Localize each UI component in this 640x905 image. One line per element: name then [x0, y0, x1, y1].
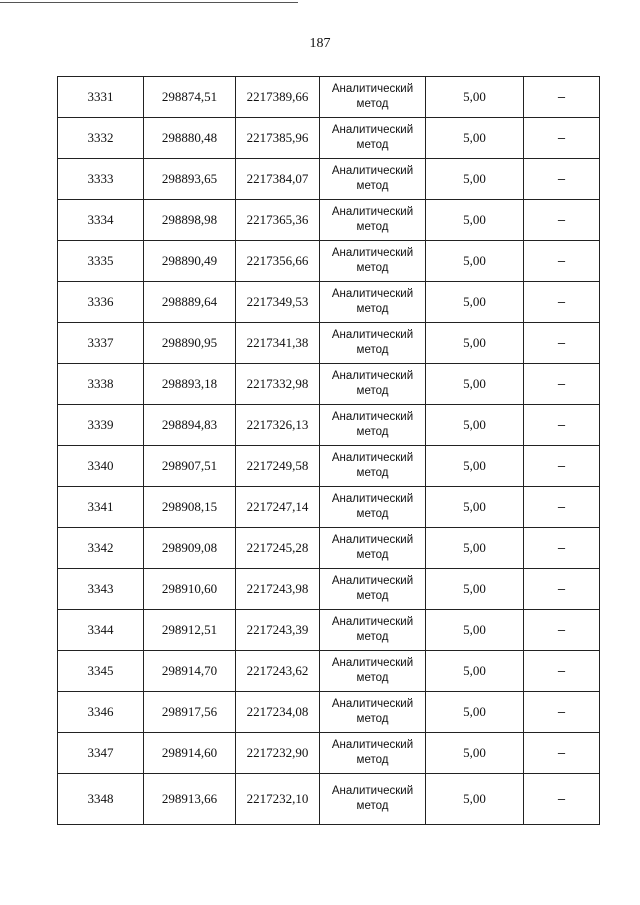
accuracy-cell: 5,00 — [426, 159, 524, 200]
point-number-cell: 3348 — [58, 774, 144, 825]
method-cell — [320, 528, 426, 569]
method-cell — [320, 692, 426, 733]
method-line-2: метод — [356, 631, 389, 643]
note-cell: – — [524, 528, 600, 569]
method-line-1: Аналитический — [331, 247, 414, 260]
point-number-cell: 3337 — [58, 323, 144, 364]
method-line-2: метод — [356, 754, 389, 766]
accuracy-cell: 5,00 — [426, 446, 524, 487]
note-cell: – — [524, 118, 600, 159]
method-line-1: Аналитический — [331, 785, 414, 798]
method-line-1: Аналитический — [331, 329, 414, 342]
method-line-2: метод — [356, 303, 389, 315]
method-cell — [320, 446, 426, 487]
table-row — [58, 241, 600, 282]
accuracy-cell: 5,00 — [426, 323, 524, 364]
point-number-cell: 3345 — [58, 651, 144, 692]
method-line-2: метод — [356, 800, 389, 812]
y-coordinate-cell: 2217234,08 — [236, 692, 320, 733]
method-line-2: метод — [356, 180, 389, 192]
method-line-1: Аналитический — [331, 83, 414, 96]
accuracy-cell: 5,00 — [426, 651, 524, 692]
method-line-1: Аналитический — [331, 288, 414, 301]
note-cell: – — [524, 651, 600, 692]
y-coordinate-cell: 2217232,10 — [236, 774, 320, 825]
table-row — [58, 159, 600, 200]
x-coordinate-cell: 298898,98 — [144, 200, 236, 241]
method-cell — [320, 774, 426, 825]
method-line-2: метод — [356, 139, 389, 151]
method-cell — [320, 651, 426, 692]
method-cell — [320, 405, 426, 446]
accuracy-cell: 5,00 — [426, 733, 524, 774]
accuracy-cell: 5,00 — [426, 487, 524, 528]
table-row — [58, 446, 600, 487]
point-number-cell: 3336 — [58, 282, 144, 323]
method-line-1: Аналитический — [331, 124, 414, 137]
method-line-2: метод — [356, 467, 389, 479]
method-line-2: метод — [356, 98, 389, 110]
method-cell — [320, 569, 426, 610]
table-row — [58, 77, 600, 118]
x-coordinate-cell: 298908,15 — [144, 487, 236, 528]
accuracy-cell: 5,00 — [426, 77, 524, 118]
note-cell: – — [524, 774, 600, 825]
point-number-cell: 3347 — [58, 733, 144, 774]
method-line-1: Аналитический — [331, 493, 414, 506]
x-coordinate-cell: 298917,56 — [144, 692, 236, 733]
method-line-1: Аналитический — [331, 698, 414, 711]
note-cell: – — [524, 569, 600, 610]
note-cell: – — [524, 364, 600, 405]
method-cell — [320, 282, 426, 323]
method-line-1: Аналитический — [331, 534, 414, 547]
x-coordinate-cell: 298890,49 — [144, 241, 236, 282]
method-line-2: метод — [356, 426, 389, 438]
point-number-cell: 3342 — [58, 528, 144, 569]
table-row — [58, 774, 600, 825]
method-cell — [320, 77, 426, 118]
x-coordinate-cell: 298910,60 — [144, 569, 236, 610]
accuracy-cell: 5,00 — [426, 692, 524, 733]
x-coordinate-cell: 298894,83 — [144, 405, 236, 446]
accuracy-cell: 5,00 — [426, 774, 524, 825]
x-coordinate-cell: 298889,64 — [144, 282, 236, 323]
method-line-2: метод — [356, 385, 389, 397]
method-line-2: метод — [356, 221, 389, 233]
y-coordinate-cell: 2217249,58 — [236, 446, 320, 487]
x-coordinate-cell: 298907,51 — [144, 446, 236, 487]
x-coordinate-cell: 298890,95 — [144, 323, 236, 364]
table-row — [58, 487, 600, 528]
table-row — [58, 364, 600, 405]
method-line-2: метод — [356, 262, 389, 274]
accuracy-cell: 5,00 — [426, 241, 524, 282]
table-row — [58, 405, 600, 446]
accuracy-cell: 5,00 — [426, 364, 524, 405]
y-coordinate-cell: 2217326,13 — [236, 405, 320, 446]
y-coordinate-cell: 2217245,28 — [236, 528, 320, 569]
table-row — [58, 733, 600, 774]
method-cell — [320, 610, 426, 651]
note-cell: – — [524, 405, 600, 446]
x-coordinate-cell: 298914,70 — [144, 651, 236, 692]
point-number-cell: 3346 — [58, 692, 144, 733]
point-number-cell: 3344 — [58, 610, 144, 651]
method-cell — [320, 364, 426, 405]
top-rule — [0, 2, 298, 3]
method-line-1: Аналитический — [331, 575, 414, 588]
y-coordinate-cell: 2217385,96 — [236, 118, 320, 159]
x-coordinate-cell: 298874,51 — [144, 77, 236, 118]
point-number-cell: 3339 — [58, 405, 144, 446]
y-coordinate-cell: 2217389,66 — [236, 77, 320, 118]
x-coordinate-cell: 298893,65 — [144, 159, 236, 200]
note-cell: – — [524, 610, 600, 651]
point-number-cell: 3338 — [58, 364, 144, 405]
method-line-1: Аналитический — [331, 165, 414, 178]
table-row — [58, 528, 600, 569]
accuracy-cell: 5,00 — [426, 200, 524, 241]
y-coordinate-cell: 2217243,39 — [236, 610, 320, 651]
y-coordinate-cell: 2217332,98 — [236, 364, 320, 405]
coordinates-table — [57, 76, 600, 825]
x-coordinate-cell: 298914,60 — [144, 733, 236, 774]
y-coordinate-cell: 2217247,14 — [236, 487, 320, 528]
x-coordinate-cell: 298909,08 — [144, 528, 236, 569]
method-line-1: Аналитический — [331, 206, 414, 219]
point-number-cell: 3335 — [58, 241, 144, 282]
note-cell: – — [524, 733, 600, 774]
x-coordinate-cell: 298880,48 — [144, 118, 236, 159]
accuracy-cell: 5,00 — [426, 282, 524, 323]
point-number-cell: 3333 — [58, 159, 144, 200]
y-coordinate-cell: 2217349,53 — [236, 282, 320, 323]
y-coordinate-cell: 2217356,66 — [236, 241, 320, 282]
y-coordinate-cell: 2217365,36 — [236, 200, 320, 241]
x-coordinate-cell: 298893,18 — [144, 364, 236, 405]
method-line-1: Аналитический — [331, 452, 414, 465]
point-number-cell: 3341 — [58, 487, 144, 528]
point-number-cell: 3332 — [58, 118, 144, 159]
method-cell — [320, 241, 426, 282]
table-row — [58, 651, 600, 692]
method-line-1: Аналитический — [331, 657, 414, 670]
accuracy-cell: 5,00 — [426, 118, 524, 159]
note-cell: – — [524, 282, 600, 323]
accuracy-cell: 5,00 — [426, 528, 524, 569]
y-coordinate-cell: 2217243,62 — [236, 651, 320, 692]
method-line-2: метод — [356, 590, 389, 602]
x-coordinate-cell: 298912,51 — [144, 610, 236, 651]
method-line-1: Аналитический — [331, 411, 414, 424]
method-line-2: метод — [356, 508, 389, 520]
table-body — [58, 77, 600, 825]
table-row — [58, 118, 600, 159]
note-cell: – — [524, 323, 600, 364]
table-row — [58, 323, 600, 364]
note-cell: – — [524, 159, 600, 200]
method-line-2: метод — [356, 713, 389, 725]
accuracy-cell: 5,00 — [426, 405, 524, 446]
method-cell — [320, 733, 426, 774]
note-cell: – — [524, 487, 600, 528]
table-row — [58, 282, 600, 323]
point-number-cell: 3340 — [58, 446, 144, 487]
point-number-cell: 3331 — [58, 77, 144, 118]
x-coordinate-cell: 298913,66 — [144, 774, 236, 825]
table-row — [58, 692, 600, 733]
method-line-2: метод — [356, 672, 389, 684]
note-cell: – — [524, 200, 600, 241]
y-coordinate-cell: 2217384,07 — [236, 159, 320, 200]
method-cell — [320, 200, 426, 241]
method-cell — [320, 118, 426, 159]
table-row — [58, 200, 600, 241]
note-cell: – — [524, 77, 600, 118]
method-line-1: Аналитический — [331, 616, 414, 629]
method-line-2: метод — [356, 549, 389, 561]
accuracy-cell: 5,00 — [426, 610, 524, 651]
method-line-1: Аналитический — [331, 370, 414, 383]
note-cell: – — [524, 241, 600, 282]
method-line-1: Аналитический — [331, 739, 414, 752]
note-cell: – — [524, 446, 600, 487]
method-cell — [320, 487, 426, 528]
note-cell: – — [524, 692, 600, 733]
accuracy-cell: 5,00 — [426, 569, 524, 610]
table-row — [58, 569, 600, 610]
method-cell — [320, 323, 426, 364]
table-row — [58, 610, 600, 651]
page-number: 187 — [309, 36, 331, 51]
y-coordinate-cell: 2217243,98 — [236, 569, 320, 610]
method-line-2: метод — [356, 344, 389, 356]
y-coordinate-cell: 2217232,90 — [236, 733, 320, 774]
point-number-cell: 3343 — [58, 569, 144, 610]
method-cell — [320, 159, 426, 200]
y-coordinate-cell: 2217341,38 — [236, 323, 320, 364]
point-number-cell: 3334 — [58, 200, 144, 241]
